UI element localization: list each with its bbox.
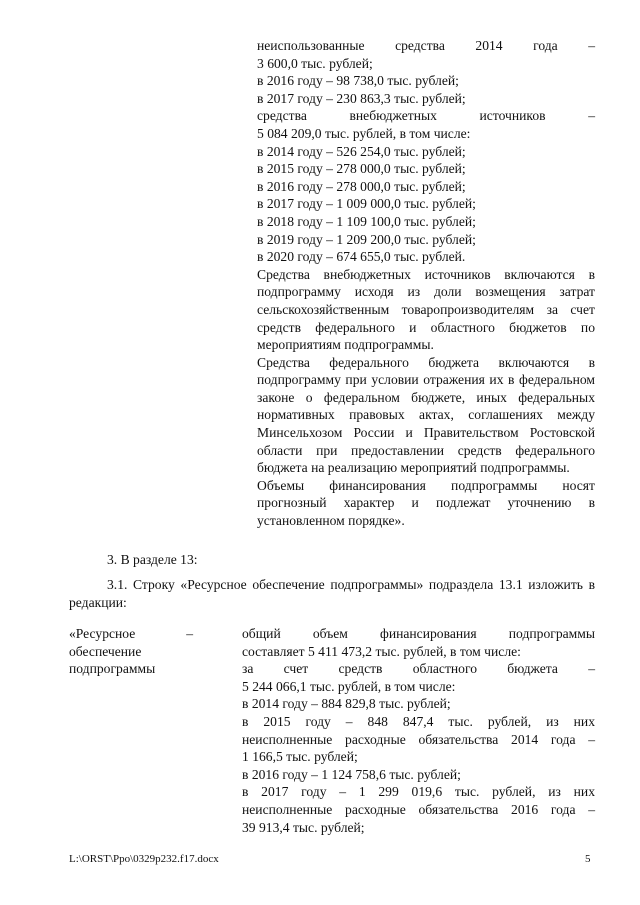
paragraph-federal-budget: Средства федерального бюджета включаются в подпрограмму при условии отражения их в федеральном законе о федеральном бюджете, иных федеральных нормативных правовых актах, соглашениях между Минсельхозом России и Правительством Ростовской области при предоставлении средств федерального бюджета на реализацию мероприятий подпрограммы.	[257, 354, 595, 476]
text-line: в 2017 году – 230 863,3 тыс. рублей;	[257, 90, 466, 106]
funding-sources-block	[257, 37, 595, 530]
text-line: в 2014 году – 526 254,0 тыс. рублей;	[257, 143, 466, 159]
table-right-line: составляет 5 411 473,2 тыс. рублей, в том числе:	[242, 643, 521, 659]
text-line: в 2019 году – 1 209 200,0 тыс. рублей;	[257, 231, 476, 247]
text-line: в 2016 году – 278 000,0 тыс. рублей;	[257, 178, 466, 194]
table-left-line: обеспечение	[69, 643, 142, 659]
footer-file-path: L:\ORST\Ppo\0329p232.f17.docx	[69, 853, 219, 865]
table-right-line: в 2014 году – 884 829,8 тыс. рублей;	[242, 696, 451, 712]
table-right-line: за счет средств областного бюджета –	[242, 661, 595, 677]
table-left-line: «Ресурсное –	[69, 626, 193, 641]
paragraph-financing-volumes: Объемы финансирования подпрограммы носят прогнозный характер и подлежат уточнению в установленном порядке».	[257, 477, 595, 529]
text-line: 5 084 209,0 тыс. рублей, в том числе:	[257, 125, 471, 141]
text-line: 3 600,0 тыс. рублей;	[257, 55, 373, 71]
text-line: средства внебюджетных источников –	[257, 108, 595, 124]
table-right-line: в 2016 году – 1 124 758,6 тыс. рублей;	[242, 766, 461, 782]
text-line: в 2015 году – 278 000,0 тыс. рублей;	[257, 161, 466, 177]
table-right-line: 5 244 066,1 тыс. рублей, в том числе:	[242, 678, 456, 694]
table-right-line: неисполненные расходные обязательства 2016 года –	[242, 801, 595, 817]
table-right-line: 1 166,5 тыс. рублей;	[242, 749, 358, 765]
text-line: в 2020 году – 674 655,0 тыс. рублей.	[257, 249, 466, 265]
section-3-heading: 3. В разделе 13:	[107, 552, 198, 567]
table-left-line: подпрограммы	[69, 661, 156, 677]
footer-page-number: 5	[585, 853, 591, 865]
text-line: в 2017 году – 1 009 000,0 тыс. рублей;	[257, 196, 476, 212]
table-right-line: в 2017 году – 1 299 019,6 тыс. рублей, из них	[242, 784, 595, 800]
table-right-cell	[242, 625, 595, 836]
text-line: неиспользованные средства 2014 года –	[257, 38, 595, 53]
table-right-line: 39 913,4 тыс. рублей;	[242, 819, 365, 835]
section-3-1-text: 3.1. Строку «Ресурсное обеспечение подпрограммы» подраздела 13.1 изложить в редакции:	[69, 577, 595, 610]
table-right-line: общий объем финансирования подпрограммы	[242, 626, 595, 641]
table-right-line: неисполненные расходные обязательства 2014 года –	[242, 731, 595, 747]
text-line: в 2016 году – 98 738,0 тыс. рублей;	[257, 73, 459, 89]
table-right-line: в 2015 году – 848 847,4 тыс. рублей, из них	[242, 713, 595, 729]
text-line: в 2018 году – 1 109 100,0 тыс. рублей;	[257, 213, 476, 229]
table-left-cell	[69, 625, 199, 678]
paragraph-extrabudgetary: Средства внебюджетных источников включаются в подпрограмму исходя из доли возмещения затрат сельскохозяйственным товаропроизводителям за счет средств федерального и областного бюджетов по мероприятиям подпрограммы.	[257, 266, 595, 353]
